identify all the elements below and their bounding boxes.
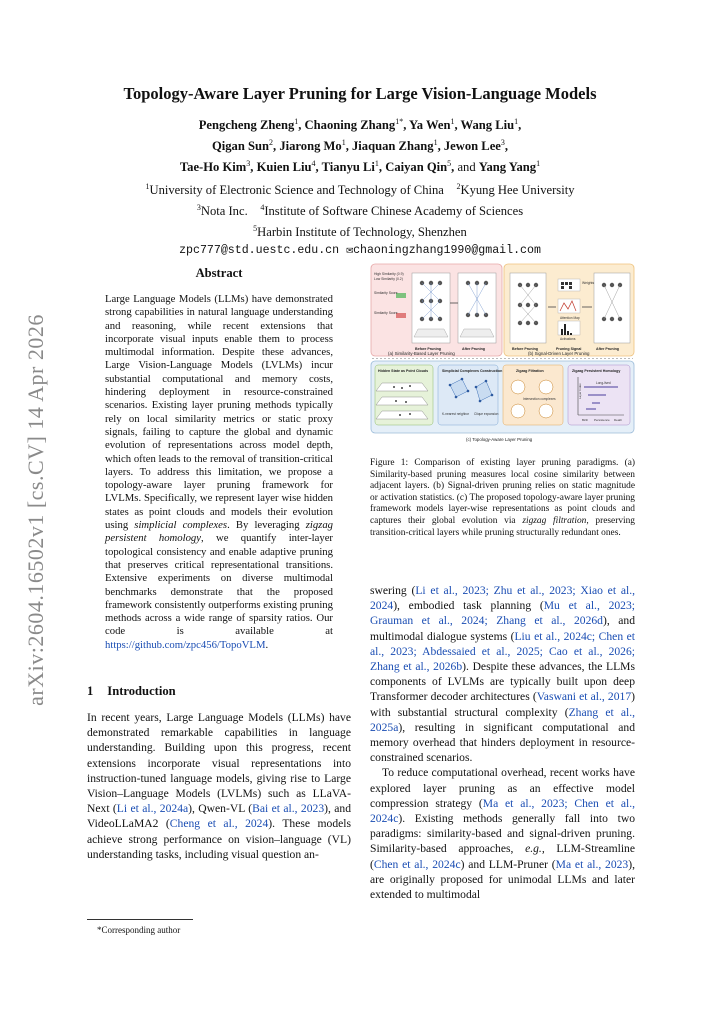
citation-link[interactable]: Ma et al., 2023; Chen et al., 2024c (370, 796, 635, 826)
paragraph (370, 583, 635, 765)
author-affil-mark: 1 (294, 117, 299, 126)
label-before: Before Pruning (512, 347, 538, 351)
label-knn: K-nearest neighbor (442, 412, 470, 416)
figure-caption (370, 458, 635, 539)
step1-title: Hidden State as Point Clouds (378, 369, 429, 373)
body-text: ), are originally proposed for unimodal LLMs and later extended to multimodal (370, 857, 635, 902)
citation-link[interactable]: Chen et al., 2024c (373, 857, 461, 871)
step2-title: Simplicial Complexes Construction (442, 369, 503, 373)
label-sim-score: Similarity Score (374, 311, 398, 315)
panel-c-step3 (503, 365, 563, 425)
citation-link[interactable]: Vaswani et al., 2017 (536, 690, 632, 704)
citation-link[interactable]: Li et al., 2023; Zhu et al., 2023; Xiao et al., 2024 (370, 584, 635, 613)
code-link[interactable]: https://github.com/zpc456/TopoVLM (105, 638, 266, 651)
abstract-heading: Abstract (195, 266, 243, 280)
abstract-term: zigzag persistent homology (105, 519, 334, 545)
author-affil-mark: 1* (395, 117, 404, 126)
body-text: ), embodied task planning ( (393, 599, 544, 613)
body-text: swering ( (370, 584, 416, 597)
section-title: Introduction (107, 684, 176, 698)
citation-link[interactable]: Bai et al., 2023 (252, 802, 325, 816)
author-conjunction: and (457, 160, 479, 175)
author-affil-mark: 1 (374, 159, 379, 169)
author-name: Kuien Liu (256, 160, 312, 175)
arxiv-sidebar (14, 300, 58, 720)
author-affil-mark: 1 (450, 117, 455, 126)
intro-paragraph (87, 710, 351, 862)
abstract-body (105, 293, 333, 652)
body-text: e.g., (525, 842, 545, 856)
author-name: Jiaquan Zhang (352, 139, 434, 154)
step3-title: Zigzag Filtration (516, 369, 544, 373)
intro-continued (370, 583, 635, 902)
author-name: Tae-Ho Kim (179, 160, 247, 175)
label-birth: Birth (582, 418, 589, 422)
author-name: Caiyan Qin (385, 160, 448, 175)
label-low-sim: Low Similarity (0.2) (374, 277, 403, 281)
caption-term: zigzag filtration (522, 515, 587, 526)
arxiv-id: arXiv:2604.16502v1 [cs.CV] 14 Apr 2026 (23, 314, 48, 706)
label-pruning-signal: Pruning Signal (556, 347, 582, 351)
section-heading (87, 684, 190, 699)
label-persistence: Persistence (594, 418, 610, 422)
label-activations: Activations (560, 337, 576, 341)
paper-title: Topology-Aware Layer Pruning for Large Vision-Language Models (123, 84, 597, 103)
label-sim-score: Similarity Score (374, 291, 398, 295)
paragraph (370, 765, 635, 902)
affiliations: $^1$University of Electronic Science and Technology of China $^2$Kyung Hee University $^3$Nota Inc. $^4$Institute of Software Chinese Academy of Sciences $^5$Harbin Institute of Technology, Shenzhen zpc777@std.uestc.edu.cn ✉chaoningzhang1990@gmail.com (145, 182, 575, 257)
citation-link[interactable]: Liu et al., 2024c; Chen et al., 2023; Abdessaied et al., 2025; Cao et al., 2026; Zhang et al., 2026b (370, 629, 635, 674)
label-after: After Pruning (462, 347, 485, 351)
step4-title: Zigzag Persistent Homology (572, 369, 621, 373)
affil-5: Harbin Institute of Technology, Shenzhen (257, 225, 467, 240)
email-1: zpc777@std.uestc.edu.cn (179, 243, 340, 257)
body-text: ), Qwen-VL ( (188, 802, 253, 816)
body-text: ) and LLM-Pruner ( (460, 857, 556, 871)
abstract-text: Large Language Models (LLMs) have demonstrated strong capabilities in natural language understanding and reasoning, while recent extensions that incorporate visual inputs enable them to process multimodal information. Despite these advances, Large Vision-Language Models (LVLMs) incur substantial computational and memory costs, hindering deployment in resource-constrained scenarios. Existing layer pruning methods typically rely on local similarity metrics or static proxy signals, failing to capture the global and dynamic evolution of representations across model depth, which often leads to the removal of transition-critical layers. To address this limitation, we propose a topology-aware layer pruning framework for LVLMs. Specifically, we represent layer wise hidden states as point clouds and models their evolution using (105, 293, 333, 532)
citation-link[interactable]: Ma et al., 2023 (555, 857, 629, 871)
label-high-sim: High Similarity (0.9) (374, 272, 404, 276)
body-text: ), and multimodal dialogue systems ( (370, 614, 636, 643)
caption-text: Comparison of existing layer pruning paradigms. (a) Similarity-based pruning measures local cosine similarity between adjacent layers. (b) Signal-driven pruning relies on static magnitude or activation statistics. (c) The proposed topology-aware layer pruning framework models layer-wise representations as point clouds and captures their global evolution via (370, 458, 635, 526)
author-affil-mark: 1 (536, 159, 541, 169)
author-affil-mark: 4 (311, 159, 316, 169)
label-before: Before Pruning (415, 347, 441, 351)
body-text: ) with substantial structural complexity ( (370, 690, 635, 719)
email-2: chaoningzhang1990@gmail.com (353, 243, 541, 257)
label-attention: Attention Map (560, 316, 580, 320)
label-clique: Clique expansion (474, 412, 499, 416)
caption-label: Figure 1: (370, 458, 415, 468)
figure-1 (370, 263, 635, 443)
label-weights: Weights (582, 281, 595, 285)
label-death: Death (614, 418, 623, 422)
footnote: *Corresponding author (97, 925, 181, 935)
affil-1: University of Electronic Science and Technology of China (149, 183, 444, 198)
body-text: ). Existing methods generally fall into two paradigms: similarity-based and signal-driven pruning. Similarity-based approaches, (370, 812, 635, 856)
body-text: LLM-Streamline ( (370, 842, 635, 871)
abstract-term: simplicial complexes (134, 519, 228, 532)
author-affil-mark: 1 (433, 138, 438, 148)
body-text: To reduce computational overhead, recent works have explored layer pruning as an effective model compression strategy ( (370, 766, 635, 810)
label-after: After Pruning (596, 347, 619, 351)
author-name: Qigan Sun (211, 139, 270, 154)
envelope-icon: ✉ (346, 243, 354, 257)
author-affil-mark: 5 (447, 159, 452, 169)
abstract-text: . (265, 638, 269, 651)
author-name: Pengcheng Zheng (198, 118, 295, 133)
author-name: Chaoning Zhang (304, 118, 396, 133)
citation-link[interactable]: Cheng et al., 2024 (169, 817, 269, 831)
author-name: Yang Yang (478, 160, 537, 175)
affil-3: Nota Inc. (200, 204, 248, 219)
author-name: Tianyu Li (321, 160, 375, 175)
label-layer-index: Layer Index (578, 383, 582, 399)
label-long-lived: Long-lived (596, 381, 611, 385)
panel-a-title: (a) Similarity-Based Layer Pruning (388, 351, 455, 356)
body-text: ), and VideoLLaMA2 ( (87, 802, 352, 831)
author-name: Wang Liu (460, 118, 515, 133)
panel-c-title: (c) Topology-Aware Layer Pruning (466, 437, 533, 442)
author-affil-mark: 2 (269, 138, 274, 148)
affil-4: Institute of Software Chinese Academy of Sciences (264, 204, 524, 219)
body-text: ). Despite these advances, the LLMs components of LVLMs are typically built upon deep Transformer decoder architectures ( (370, 660, 635, 704)
abstract-text: , we quantify inter-layer topological consistency and enable adaptive pruning that preserves critical representational transitions. Extensive experiments on diverse multimodal benchmarks demonstrate that the proposed framework consistently outperforms existing pruning methods across a wide range of sparsity ratios. Our code is available at (105, 532, 333, 638)
author-name: Jiarong Mo (279, 139, 342, 154)
citation-link[interactable]: Mu et al., 2023; Grauman et al., 2024; Zhang et al., 2026d (370, 599, 635, 628)
author-name: Ya Wen (409, 118, 451, 133)
citation-link[interactable]: Zhang et al., 2025a (370, 705, 635, 734)
label-intersection: Intersection complexes (523, 397, 556, 401)
body-text: ), resulting in significant computational and memory overhead that hinders deployment in resource-constrained scenarios. (370, 720, 635, 765)
affil-2: Kyung Hee University (460, 183, 575, 198)
panel-b-title: (b) Signal-Driven Layer Pruning (528, 351, 590, 356)
abstract-text: . By leveraging (227, 519, 300, 532)
panel-b-layers (510, 273, 630, 343)
author-list: Pengcheng Zheng$^1$, Chaoning Zhang$^{1*}$, Ya Wen$^1$, Wang Liu$^1$, Qigan Sun$^2$, Jiarong Mo$^1$, Jiaquan Zhang$^1$, Jewon Lee$^3$, Tae-Ho Kim$^3$, Kuien Liu$^4$, Tianyu Li$^1$, Caiyan Qin$^5$, and Yang Yang$^1$ (179, 117, 541, 175)
citation-link[interactable]: Li et al., 2024a (116, 802, 189, 816)
author-affil-mark: 1 (341, 138, 346, 148)
author-affil-mark: 3 (500, 138, 505, 148)
author-affil-mark: 1 (514, 117, 519, 126)
caption-text: , preserving transition-critical layers while pruning structurally redundant ones. (370, 515, 635, 538)
section-number: 1 (87, 684, 94, 698)
footnote-rule (87, 919, 193, 920)
author-affil-mark: 3 (246, 159, 251, 169)
body-text: ). These models achieve strong performance on vision–language (VL) understanding tasks, including visual question an- (87, 817, 351, 861)
body-text: In recent years, Large Language Models (LLMs) have demonstrated remarkable capabilities in language understanding. Building upon this progress, recent extensions incorporate visual representations into instruction-tuned language models, giving rise to Large Vision–Language Models (LVLMs) such as LLaVA-Next ( (87, 711, 351, 816)
author-name: Jewon Lee (443, 139, 501, 154)
